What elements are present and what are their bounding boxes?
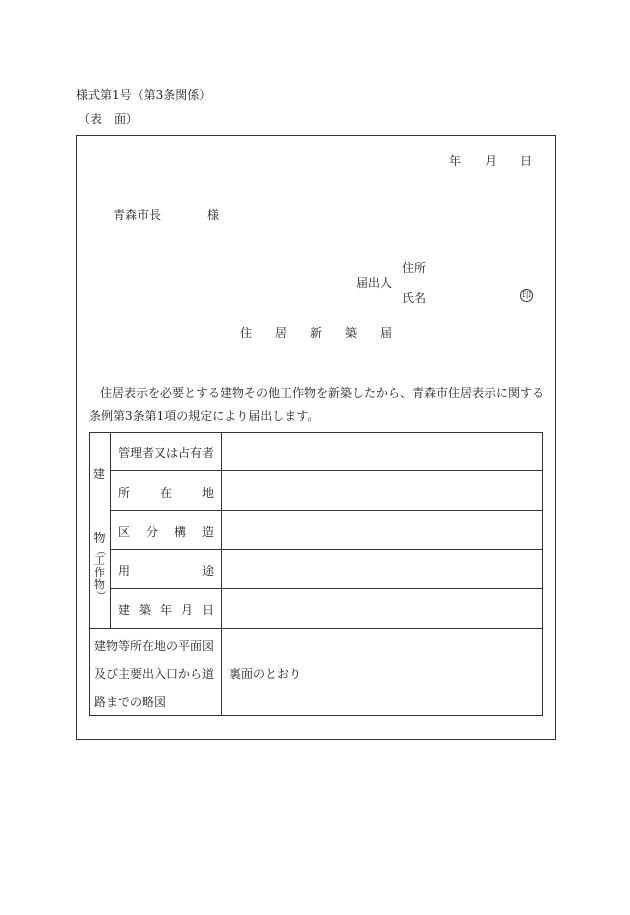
label-char: 在 xyxy=(159,486,172,500)
label-char: 所 xyxy=(118,486,131,500)
label-char: 建 xyxy=(118,603,131,617)
body-text-line2: 条例第3条第1項の規定により届出します。 xyxy=(89,409,320,423)
map-value: 裏面のとおり xyxy=(229,667,302,681)
table-divider xyxy=(110,588,543,589)
addressee-title: 青森市長 xyxy=(113,208,162,222)
label-char: 地 xyxy=(201,486,214,500)
table-divider xyxy=(89,628,543,629)
label-char: 用 xyxy=(118,564,131,578)
table-divider xyxy=(110,432,111,628)
label-char: 日 xyxy=(201,603,214,617)
form-number: 様式第1号（第3条関係） xyxy=(76,88,212,102)
applicant-name-label: 氏名 xyxy=(402,291,427,305)
group-label-char: ） xyxy=(94,590,105,601)
document-title xyxy=(240,324,392,341)
label-char: 分 xyxy=(145,525,158,539)
seal-icon: 印 xyxy=(521,291,531,301)
map-label-line3: 路までの略図 xyxy=(94,695,167,709)
row-label-manager: 管理者又は占有者 xyxy=(118,446,215,460)
row-label-structure xyxy=(118,523,214,540)
title-char: 新 xyxy=(309,326,322,340)
group-label-bottom xyxy=(93,532,106,600)
title-char: 届 xyxy=(379,326,392,340)
title-char: 住 xyxy=(240,326,253,340)
label-char: 月 xyxy=(180,603,193,617)
label-char: 構 xyxy=(173,525,186,539)
date-year-label: 年 xyxy=(449,154,462,168)
label-char: 年 xyxy=(159,603,172,617)
addressee-honorific: 様 xyxy=(207,208,220,222)
date-month-label: 月 xyxy=(485,154,498,168)
map-label-line2: 及び主要出入口から道 xyxy=(94,667,215,681)
applicant-label: 届出人 xyxy=(356,276,393,290)
table-divider xyxy=(110,510,543,511)
group-label-char: 物 xyxy=(94,578,105,591)
group-label-top: 建 xyxy=(93,467,106,481)
group-label-char: 物 xyxy=(93,531,106,545)
table-divider xyxy=(221,432,222,716)
row-label-built-date xyxy=(118,601,214,618)
table-divider xyxy=(110,470,543,471)
row-label-location xyxy=(118,484,214,501)
group-label-char: 作 xyxy=(94,566,105,579)
group-label-char: 工 xyxy=(94,554,105,567)
applicant-address-label: 住所 xyxy=(402,261,427,275)
table-divider xyxy=(110,549,543,550)
form-side-label: （表 面） xyxy=(78,112,139,126)
label-char: 造 xyxy=(201,525,214,539)
map-label-line1: 建物等所在地の平面図 xyxy=(94,639,215,653)
title-char: 居 xyxy=(274,326,287,340)
label-char: 築 xyxy=(138,603,151,617)
body-text-line1: 住居表示を必要とする建物その他工作物を新築したから、青森市住居表示に関する xyxy=(100,386,545,400)
row-label-use xyxy=(118,562,214,579)
group-label-char: （ xyxy=(94,545,105,556)
label-char: 途 xyxy=(201,564,214,578)
date-day-label: 日 xyxy=(520,154,533,168)
label-char: 区 xyxy=(118,525,131,539)
title-char: 築 xyxy=(344,326,357,340)
